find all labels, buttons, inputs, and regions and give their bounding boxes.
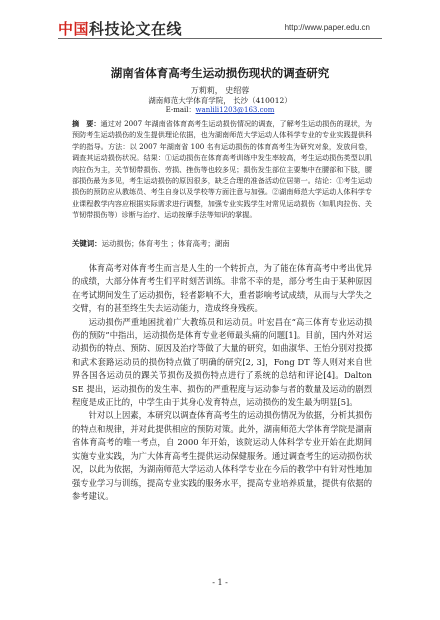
paper-email-line: [60, 105, 380, 115]
header-divider: [58, 38, 382, 39]
logo-red-text: 中国: [58, 21, 90, 38]
page-header: [0, 0, 440, 44]
email-label: E-mail：: [165, 106, 196, 114]
abstract-text: 通过对 2007 年湖南省体育高考生运动损伤情况的调查，了解考生运动损伤的现状，为预防考生运动损伤的发生提供理论依据，也为湖南师范大学运动人体科学专业的专业实践提供科学的指导。方法：以 2007 年湖南省 100 名有运动损伤的体育高考生为研究对象，发放问卷，调查其运动损伤状况。结果：①运动损伤在体育高考训练中发生率较高，考生运动损伤类型以肌肉拉伤为主，关节韧带损伤、劳损、挫伤等也较多见；损伤发生部位主要集中在腰部和下肢，腰部损伤最为多见，考生运动损伤的原因很多，缺乏合理的准备活动位居第一。结论：①考生运动损伤的预防应从教练员、考生自身以及学校等方面注意与加强。②湖南师范大学运动人体科学专业课程教学内容应根据实际需求进行调整，加强专业实践学生对常见运动损伤（如肌肉拉伤、关节韧带损伤等）诊断与治疗、运动按摩手法等知识的掌握。: [72, 119, 372, 220]
abstract-label: 摘 要：: [72, 119, 101, 128]
page-number: - 1 -: [212, 578, 228, 587]
paper-affiliation: 湖南师范大学体育学院， 长沙（410012）: [148, 96, 292, 105]
paper-title: 湖南省体育高考生运动损伤现状的调查研究: [110, 66, 330, 80]
logo-dark-text: 科技论文在线: [89, 21, 183, 38]
keywords: [72, 238, 372, 249]
body-paragraph: 针对以上因素，本研究以调查体育高考生的运动损伤情况为依据，分析其损伤的特点和规律，并对此提供相应的预防对策。此外，湖南师范大学体育学院是湖南省体育高考的唯一考点，自 2000 年开始，该院运动人体科学专业开始在此期间实施专业实践，为广大体育高考生提供运动保健服务。通过调查考生的运动损伤状况，以此为依据，为湖南师范大学运动人体科学专业在今后的教学中有针对性地加强专业学习与训练，提高专业实践的服务水平，提高专业培养质量，提供有依据的参考建议。: [72, 410, 372, 501]
keywords-text: 运动损伤；体育考生 ；体育高考；湖南: [101, 239, 230, 248]
body-paragraph: 运动损伤严重地困扰着广大教练员和运动员。叶宏昌在“高三体育专业运动损伤的预防”中指出，运动损伤是体育专业老师最头痛的问题[1]。目前，国内外对运动损伤的特点、预防、原因及治疗等做了大量的研究，如曲淑华、王怡分别对投掷和武术套路运动员的损伤特点做了明确的研究[2, 3]，Fong DT 等人则对来自世界各国各运动员的踝关节损伤及损伤特点进行了系统的总结和评论[4]。Dalton SE 提出，运动损伤的发生率、损伤的严重程度与运动参与者的数量及运动的剧烈程度是成正比的，中学生由于其身心发育特点，运动损伤的发生最为明显[5]。: [72, 316, 372, 408]
body-paragraph: 体育高考对体育考生而言是人生的一个转折点，为了能在体育高考中考出优异的成绩，大部分体育考生们平时刻苦训练。非常不幸的是，部分考生由于某种原因在考试期间发生了运动损伤，轻者影响不大，重者影响考试成绩，从而与大学失之交臂，有的甚至终生失去运动能力，造成终身残疾。: [72, 263, 372, 314]
body-text: [72, 262, 372, 503]
keywords-label: 关键词：: [72, 239, 102, 248]
email-link[interactable]: wanlili1203@163.com: [195, 106, 275, 114]
site-url[interactable]: http://www.paper.edu.cn: [284, 23, 370, 32]
paper-authors: 万莉莉， 史绍蓉: [190, 86, 250, 95]
abstract: [72, 118, 372, 221]
site-logo[interactable]: [58, 18, 182, 39]
